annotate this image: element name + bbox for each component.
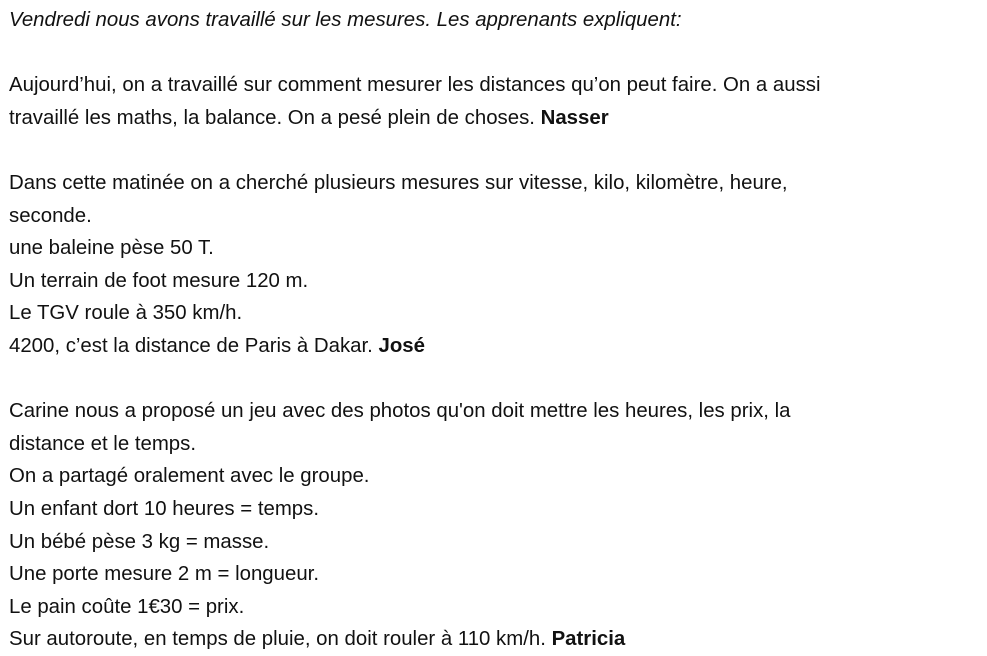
text-line: Un bébé pèse 3 kg = masse.	[9, 530, 270, 553]
testimony-nasser	[9, 69, 981, 134]
text-line: seconde.	[9, 204, 92, 227]
text-line: travaillé les maths, la balance. On a pesé plein de choses.	[9, 106, 535, 129]
author-name: Patricia	[551, 628, 626, 651]
blank-line	[9, 37, 981, 70]
text-line: distance et le temps.	[9, 432, 197, 455]
text-line: On a partagé oralement avec le groupe.	[9, 465, 370, 488]
text-line: Carine nous a proposé un jeu avec des photos qu'on doit mettre les heures, les prix, la	[9, 400, 791, 423]
testimony-patricia	[9, 395, 981, 656]
text-line-with-author	[9, 623, 981, 656]
author-name: José	[378, 334, 425, 357]
blank-line	[9, 363, 981, 396]
text-line: Sur autoroute, en temps de pluie, on doit rouler à 110 km/h.	[9, 628, 546, 651]
text-line: une baleine pèse 50 T.	[9, 237, 214, 260]
text-line: Un terrain de foot mesure 120 m.	[9, 269, 309, 292]
text-line: Le TGV roule à 350 km/h.	[9, 302, 243, 325]
text-line: Dans cette matinée on a cherché plusieurs mesures sur vitesse, kilo, kilomètre, heure,	[9, 171, 788, 194]
text-line: Le pain coûte 1€30 = prix.	[9, 595, 245, 618]
text-line-with-author	[9, 102, 981, 135]
author-name: Nasser	[540, 106, 609, 129]
text-line-with-author	[9, 330, 981, 363]
intro-line: Vendredi nous avons travaillé sur les mesures. Les apprenants expliquent:	[9, 9, 682, 31]
blank-line	[9, 134, 981, 167]
text-line: Aujourd’hui, on a travaillé sur comment mesurer les distances qu’on peut faire. On a aussi	[9, 74, 821, 97]
text-line: 4200, c’est la distance de Paris à Dakar.	[9, 334, 373, 357]
document-body	[9, 4, 981, 656]
text-line: Un enfant dort 10 heures = temps.	[9, 497, 320, 520]
text-line: Une porte mesure 2 m = longueur.	[9, 563, 320, 586]
testimony-jose	[9, 167, 981, 363]
